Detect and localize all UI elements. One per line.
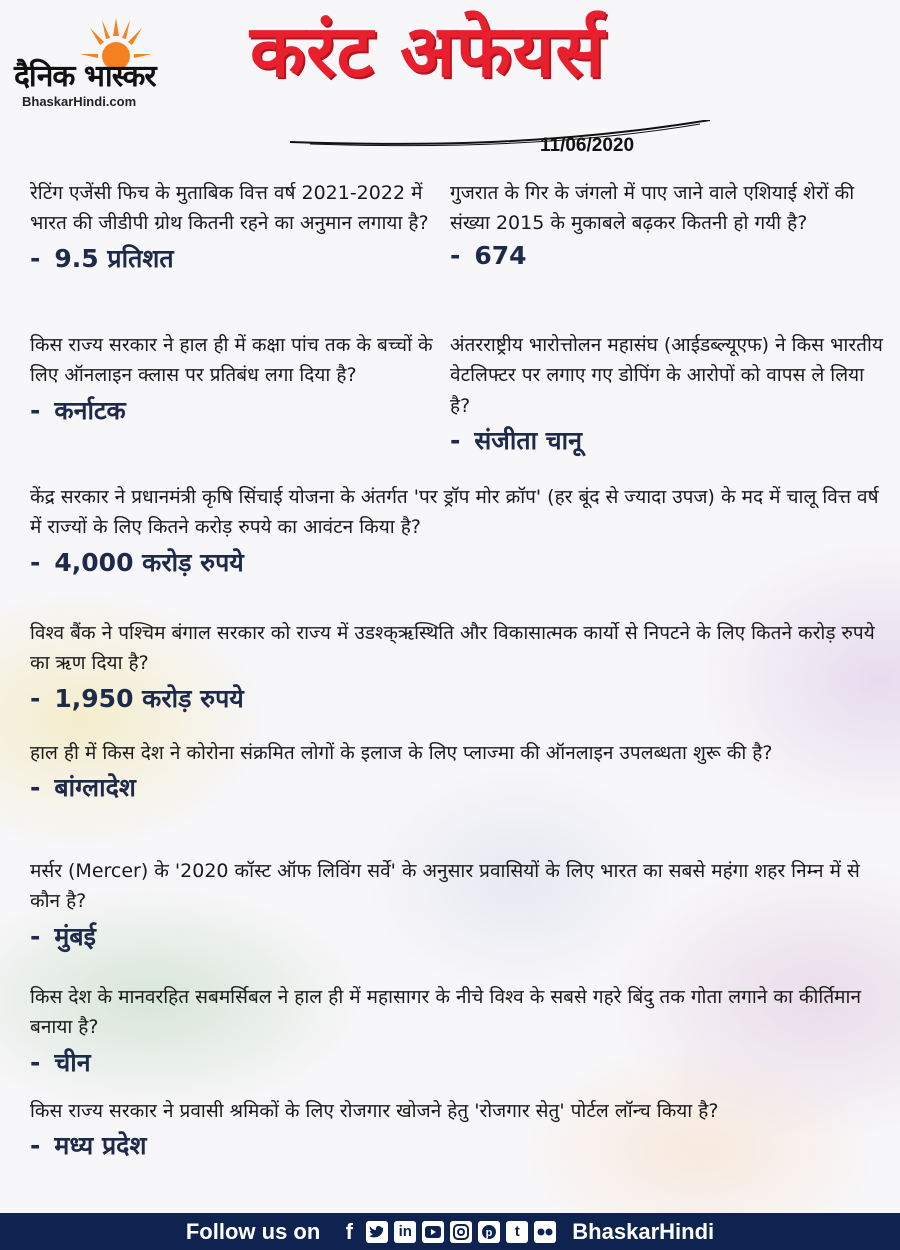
question-text: अंतरराष्ट्रीय भारोत्तोलन महासंघ (आईडब्ल्यूएफ) ने किस भारतीय वेटलिफ्टर पर लगाए गए डोपिंग के आरोपों को वापस ले लिया है? xyxy=(450,334,883,417)
svg-text:p: p xyxy=(485,1226,493,1239)
instagram-icon[interactable] xyxy=(450,1221,472,1243)
qa-item-6 xyxy=(30,618,880,715)
answer-dash: - xyxy=(30,395,41,425)
answer-value: 674 xyxy=(474,240,527,270)
question-text: हाल ही में किस देश ने कोरोना संक्रमित लोगों के इलाज के लिए प्लाज्मा की ऑनलाइन उपलब्धता शुरू की है? xyxy=(30,742,773,764)
question-text: किस राज्य सरकार ने हाल ही में कक्षा पांच तक के बच्चों के लिए ऑनलाइन क्लास पर प्रतिबंध लगा दिया है? xyxy=(30,334,433,387)
youtube-icon[interactable] xyxy=(422,1221,444,1243)
question-text: रेटिंग एजेंसी फिच के मुताबिक वित्त वर्ष 2021-2022 में भारत की जीडीपी ग्रोथ कितनी रहने का अनुमान लगाया है? xyxy=(30,182,429,235)
answer-text xyxy=(30,681,880,715)
answer-dash: - xyxy=(30,773,41,803)
answer-text xyxy=(30,393,440,427)
page-header xyxy=(250,10,720,160)
answer-value: 4,000 करोड़ रुपये xyxy=(54,547,244,577)
linkedin-icon[interactable]: in xyxy=(394,1221,416,1243)
answer-dash: - xyxy=(450,426,461,456)
answer-text xyxy=(30,1045,880,1079)
question-text: विश्व बैंक ने पश्चिम बंगाल सरकार को राज्य में उडश्क्ऋस्थिति और विकासात्मक कार्यो से निपटने के लिए कितने करोड़ रुपये का ऋण दिया है? xyxy=(30,622,875,675)
answer-dash: - xyxy=(30,1131,41,1161)
answer-text xyxy=(30,241,430,275)
answer-text xyxy=(30,545,880,579)
answer-dash: - xyxy=(30,683,41,713)
answer-value: कर्नाटक xyxy=(54,395,126,425)
qa-item-4 xyxy=(450,330,890,457)
answer-dash: - xyxy=(30,921,41,951)
tumblr-icon[interactable]: t xyxy=(506,1221,528,1243)
page-title: करंट अफेयर्स xyxy=(250,9,606,93)
answer-value: 1,950 करोड़ रुपये xyxy=(54,683,244,713)
qa-item-8 xyxy=(30,856,880,953)
twitter-icon[interactable] xyxy=(366,1221,388,1243)
logo-site-url[interactable]: BhaskarHindi.com xyxy=(22,94,137,109)
qa-item-9 xyxy=(30,982,880,1079)
qa-item-5 xyxy=(30,482,880,579)
answer-value: बांग्लादेश xyxy=(54,773,136,803)
social-handle[interactable]: BhaskarHindi xyxy=(572,1218,715,1244)
question-text: मर्सर (Mercer) के '2020 कॉस्ट ऑफ लिविंग सर्वे' के अनुसार प्रवासियों के लिए भारत का सबसे महंगा शहर निम्न में से कौन है? xyxy=(30,860,860,913)
answer-value: मुंबई xyxy=(54,921,96,951)
qa-item-10 xyxy=(30,1096,880,1162)
answer-text xyxy=(450,423,890,457)
follow-label: Follow us on xyxy=(185,1218,321,1244)
qa-item-7 xyxy=(30,738,880,804)
flickr-icon[interactable] xyxy=(534,1221,556,1243)
answer-dash: - xyxy=(450,240,461,270)
logo-wordmark: दैनिक भास्कर xyxy=(14,59,156,94)
title-swoosh xyxy=(290,120,710,150)
page-date: 11/06/2020 xyxy=(540,135,635,156)
answer-dash: - xyxy=(30,547,41,577)
question-text: किस राज्य सरकार ने प्रवासी श्रमिकों के लिए रोजगार खोजने हेतु 'रोजगार सेतु' पोर्टल लॉन्च किया है? xyxy=(30,1100,719,1122)
answer-text xyxy=(30,770,880,804)
answer-text xyxy=(30,919,880,953)
qa-item-2 xyxy=(450,178,870,270)
answer-text xyxy=(450,241,870,270)
qa-item-3 xyxy=(30,330,440,427)
brand-logo[interactable] xyxy=(14,16,214,109)
answer-dash: - xyxy=(30,243,41,273)
facebook-icon[interactable]: f xyxy=(345,1218,353,1244)
question-text: गुजरात के गिर के जंगलो में पाए जाने वाले एशियाई शेरों की संख्या 2015 के मुकाबले बढ़कर कितनी हो गयी है? xyxy=(450,182,855,235)
qa-item-1 xyxy=(30,178,430,275)
answer-value: मध्य प्रदेश xyxy=(54,1131,147,1161)
answer-value: संजीता चानू xyxy=(474,426,582,456)
answer-value: 9.5 प्रतिशत xyxy=(54,243,174,273)
answer-value: चीन xyxy=(54,1047,91,1077)
footer-bar xyxy=(0,1213,900,1250)
answer-dash: - xyxy=(30,1047,41,1077)
pinterest-icon[interactable] xyxy=(478,1221,500,1243)
question-text: किस देश के मानवरहित सबमर्सिबल ने हाल ही में महासागर के नीचे विश्व के सबसे गहरे बिंदु तक गोता लगाने का कीर्तिमान बनाया है? xyxy=(30,986,861,1039)
question-text: केंद्र सरकार ने प्रधानमंत्री कृषि सिंचाई योजना के अंतर्गत 'पर ड्रॉप मोर क्रॉप' (हर बूंद से ज्यादा उपज) के मद में चालू वित्त वर्ष में राज्यों के लिए कितने करोड़ रुपये का आवंटन किया है? xyxy=(30,486,879,539)
answer-text xyxy=(30,1128,880,1162)
